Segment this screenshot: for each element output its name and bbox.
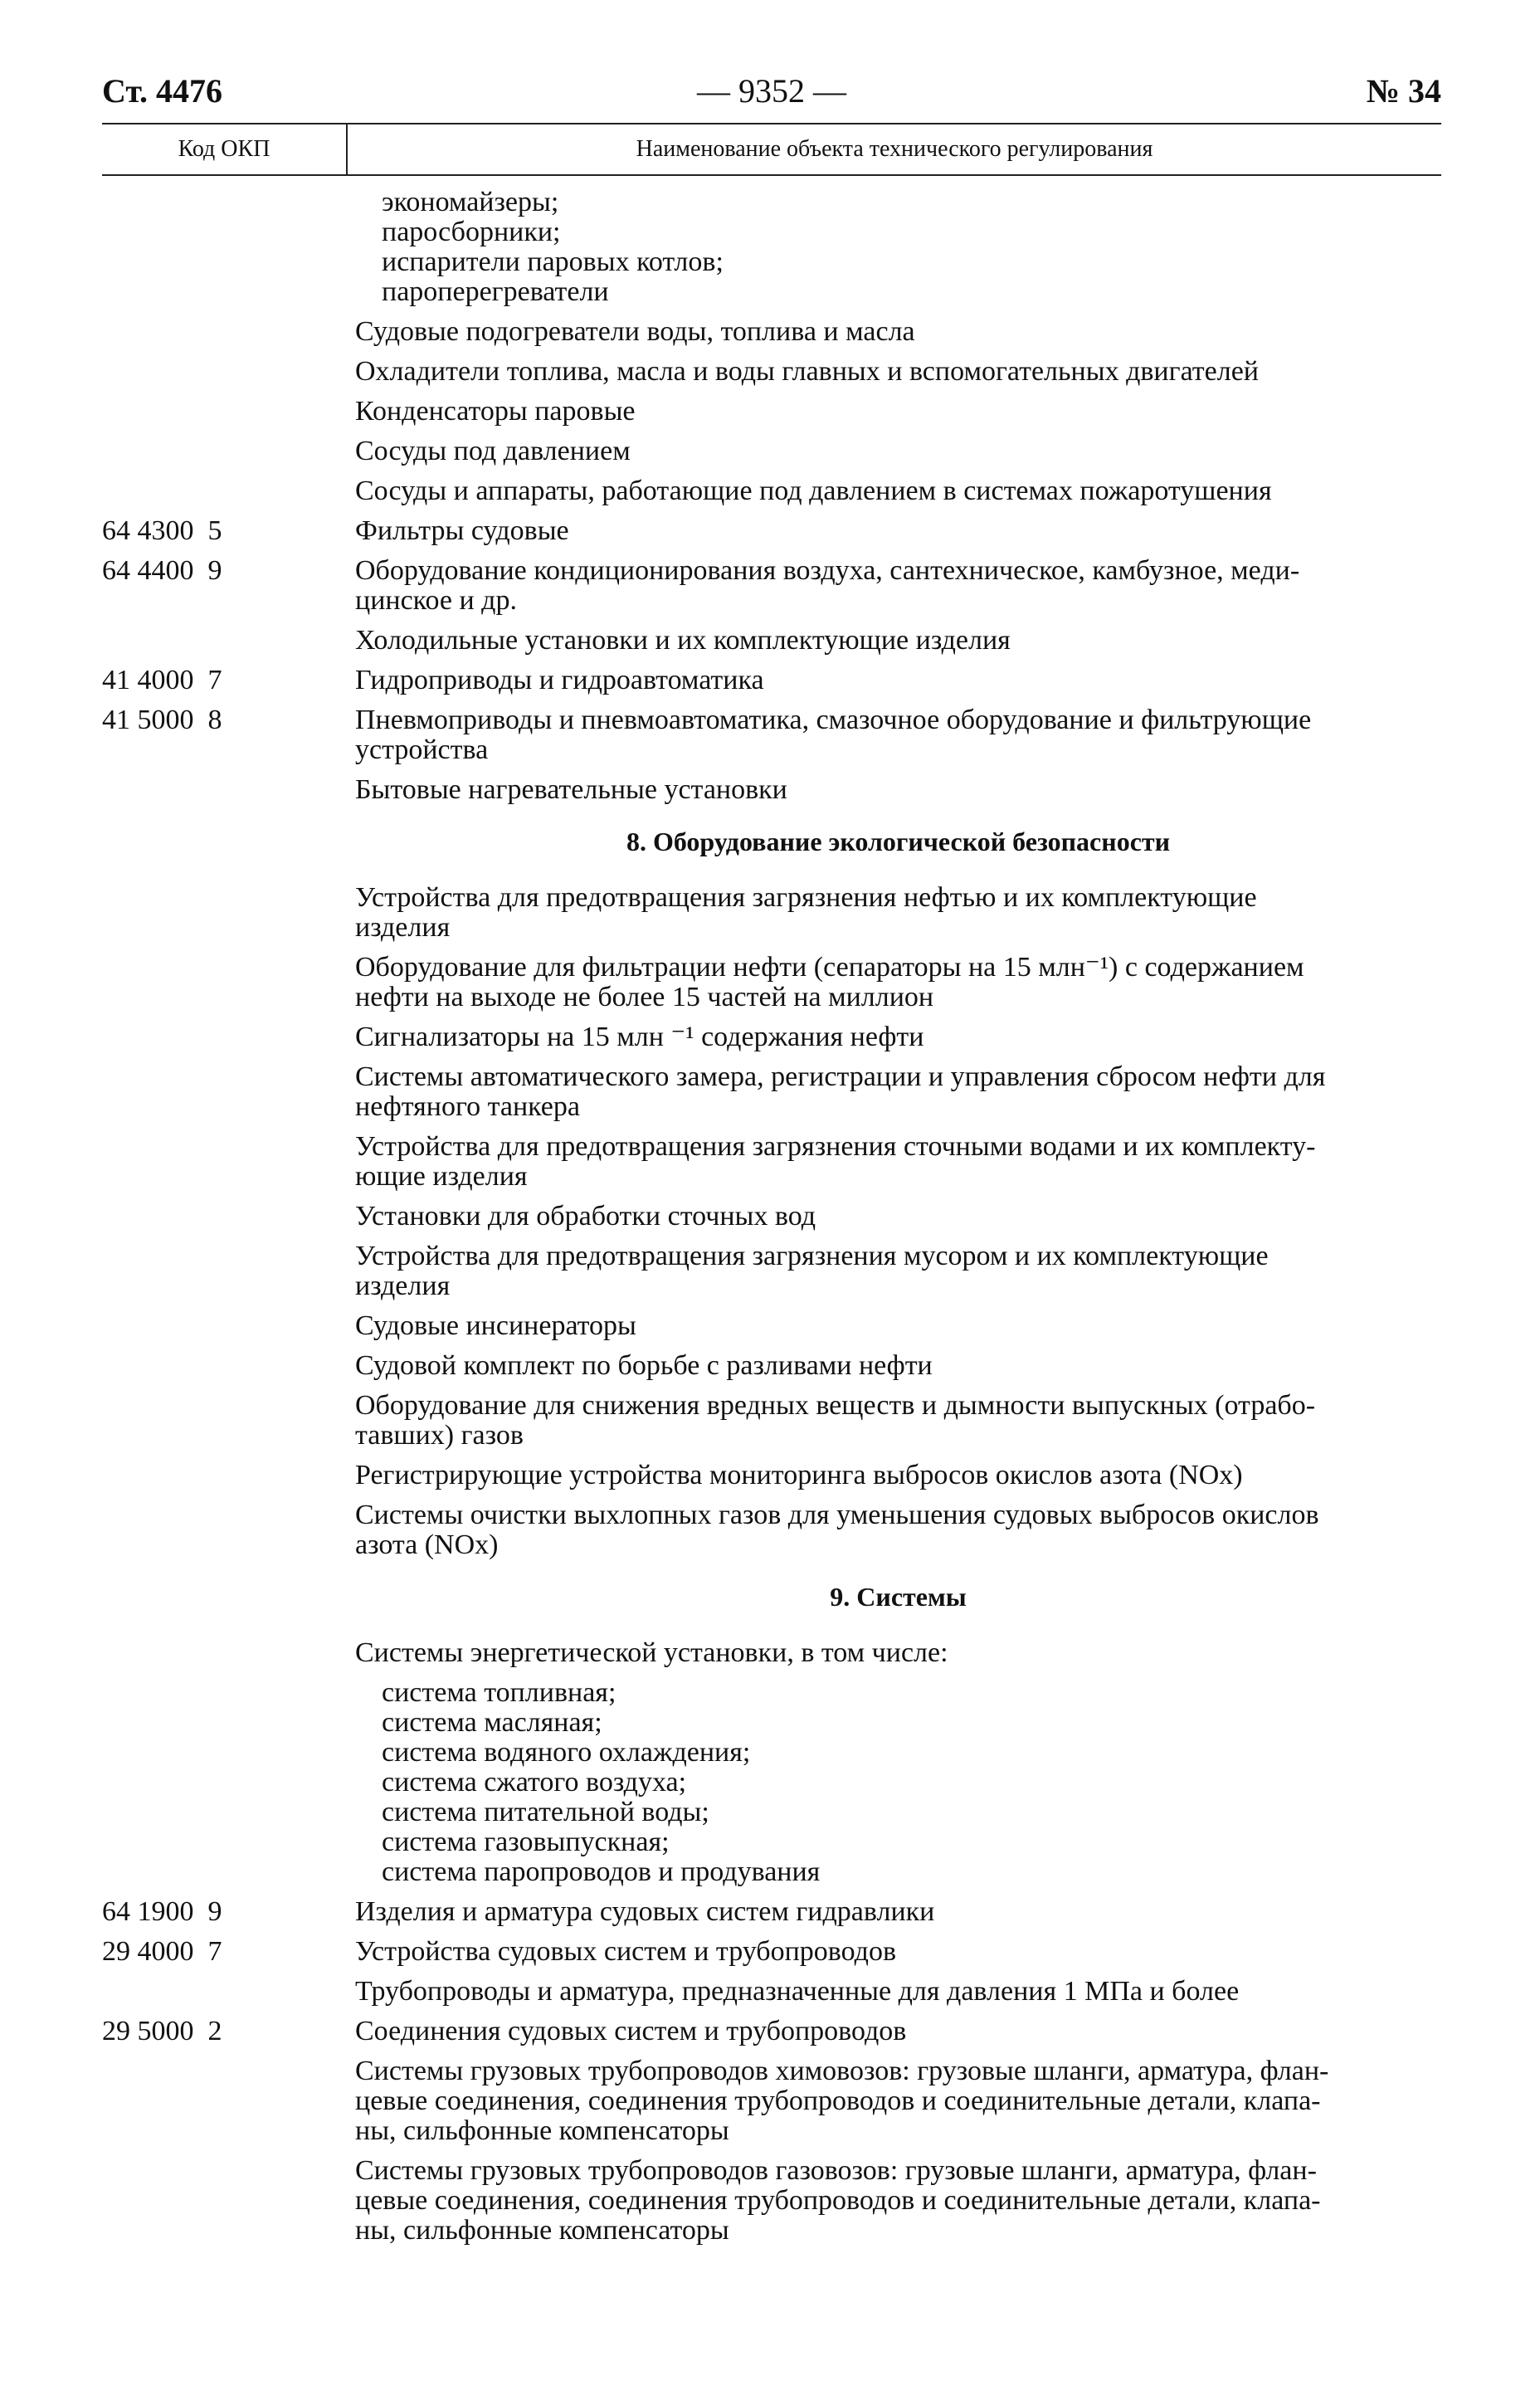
page-number: — 9352 —: [697, 72, 846, 110]
okp-code: [102, 1461, 355, 1490]
object-name: Фильтры судовые: [355, 515, 569, 546]
okp-code: [102, 883, 355, 943]
okp-code: 64 4300 5: [102, 515, 222, 546]
object-name: Соединения судовых систем и трубопроводов: [355, 2016, 907, 2046]
okp-code: [102, 1500, 355, 1560]
table-row: [102, 357, 1441, 387]
table-row: [102, 883, 1441, 943]
table-row: [102, 1678, 1441, 1887]
object-name: экономайзеры; паросборники; испарители паровых котлов; пароперегреватели: [382, 187, 724, 307]
object-name: Сосуды и аппараты, работающие под давлением в системах пожаротушения: [355, 476, 1272, 506]
okp-code: [102, 1391, 355, 1451]
object-name: Оборудование для снижения вредных веществ и дымности выпускных (отрабо- тавших) газов: [355, 1390, 1316, 1451]
okp-code: [102, 397, 355, 427]
object-name: Системы автоматического замера, регистрации и управления сбросом нефти для нефтяного танкера: [355, 1061, 1326, 1122]
okp-code: [102, 1638, 355, 1668]
table-header: [102, 123, 1441, 176]
object-name: Оборудование кондиционирования воздуха, сантехническое, камбузное, меди- цинское и др.: [355, 555, 1300, 616]
document-page: [102, 71, 1441, 2256]
table-row: [102, 1351, 1441, 1381]
object-name: Устройства для предотвращения загрязнения нефтью и их комплектующие изделия: [355, 882, 1257, 943]
object-name: Сигнализаторы на 15 млн ⁻¹ содержания нефти: [355, 1022, 924, 1052]
object-name: Бытовые нагревательные установки: [355, 774, 787, 805]
object-name: Изделия и арматура судовых систем гидравлики: [355, 1896, 935, 1927]
table-row: [102, 317, 1441, 347]
table-row: [102, 1241, 1441, 1301]
table-row: [102, 2017, 1441, 2046]
table-row: [102, 397, 1441, 427]
section-heading-text: 8. Оборудование экологической безопасности: [626, 827, 1171, 856]
object-name: Системы энергетической установки, в том числе:: [355, 1637, 948, 1668]
object-name: Судовые подогреватели воды, топлива и масла: [355, 316, 915, 347]
table-row: [102, 1022, 1441, 1052]
table-row: [102, 705, 1441, 765]
okp-code: [102, 1678, 355, 1887]
object-name: Трубопроводы и арматура, предназначенные для давления 1 МПа и более: [355, 1976, 1240, 2007]
okp-code: [102, 476, 355, 506]
article-number: Ст. 4476: [102, 72, 222, 110]
table-row: [102, 437, 1441, 466]
table-row: [102, 2056, 1441, 2146]
object-name: Оборудование для фильтрации нефти (сепараторы на 15 млн⁻¹) с содержанием нефти на выходе не более 15 частей на миллион: [355, 952, 1304, 1012]
okp-code: [102, 317, 355, 347]
section-heading: [102, 827, 1441, 856]
object-name: Установки для обработки сточных вод: [355, 1201, 816, 1232]
table-row: [102, 1202, 1441, 1232]
okp-code: [102, 437, 355, 466]
table-row: [102, 556, 1441, 616]
column-header-name: Наименование объекта технического регулирования: [636, 136, 1153, 162]
okp-code: [102, 1202, 355, 1232]
section-heading-text: 9. Системы: [830, 1582, 967, 1612]
okp-code: 64 4400 9: [102, 555, 222, 586]
issue-number: № 34: [1366, 72, 1441, 110]
okp-code: [102, 626, 355, 656]
okp-code: [102, 953, 355, 1012]
column-header-code: Код ОКП: [102, 124, 348, 174]
table-row: [102, 1062, 1441, 1122]
okp-code: 41 4000 7: [102, 665, 222, 695]
table-row: [102, 476, 1441, 506]
table-row: [102, 1132, 1441, 1192]
object-name: Системы очистки выхлопных газов для уменьшения судовых выбросов окислов азота (NOx): [355, 1500, 1319, 1560]
table-row: [102, 1461, 1441, 1490]
object-name: Сосуды под давлением: [355, 436, 631, 466]
object-name: Судовой комплект по борьбе с разливами нефти: [355, 1350, 933, 1381]
running-header: [102, 71, 1441, 121]
okp-code: 29 4000 7: [102, 1936, 222, 1967]
table-body: [102, 188, 1441, 2246]
okp-code: [102, 188, 355, 307]
table-row: [102, 953, 1441, 1012]
object-name: Системы грузовых трубопроводов газовозов: грузовые шланги, арматура, флан- цевые соединения, соединения трубопроводов и соединительные детали, клапа- ны, сильфонные компенсаторы: [355, 2155, 1321, 2246]
section-heading: [102, 1582, 1441, 1612]
table-row: [102, 1977, 1441, 2007]
okp-code: [102, 1351, 355, 1381]
okp-code: [102, 357, 355, 387]
table-row: [102, 1897, 1441, 1927]
table-row: [102, 1391, 1441, 1451]
object-name: Холодильные установки и их комплектующие изделия: [355, 625, 1011, 656]
object-name: Устройства для предотвращения загрязнения сточными водами и их комплекту- ющие изделия: [355, 1131, 1316, 1192]
object-name: Гидроприводы и гидроавтоматика: [355, 665, 764, 695]
object-name: Устройства судовых систем и трубопроводов: [355, 1936, 896, 1967]
table-row: [102, 2156, 1441, 2246]
table-row: [102, 775, 1441, 805]
okp-code: [102, 1311, 355, 1341]
okp-code: [102, 1062, 355, 1122]
table-row: [102, 1937, 1441, 1967]
okp-code: [102, 1022, 355, 1052]
object-name: Системы грузовых трубопроводов химовозов: грузовые шланги, арматура, флан- цевые соединения, соединения трубопроводов и соединительные детали, клапа- ны, сильфонные компенсаторы: [355, 2056, 1329, 2146]
okp-code: [102, 2156, 355, 2246]
table-row: [102, 188, 1441, 307]
object-name: Охладители топлива, масла и воды главных и вспомогательных двигателей: [355, 356, 1259, 387]
object-name: Судовые инсинераторы: [355, 1310, 636, 1341]
table-row: [102, 626, 1441, 656]
okp-code: [102, 1241, 355, 1301]
okp-code: 29 5000 2: [102, 2016, 222, 2046]
okp-code: [102, 775, 355, 805]
table-row: [102, 1638, 1441, 1668]
object-name: система топливная; система масляная; система водяного охлаждения; система сжатого воздуха; система питательной воды; система газовыпускная; система паропроводов и продувания: [382, 1677, 821, 1887]
object-name: Регистрирующие устройства мониторинга выбросов окислов азота (NOx): [355, 1460, 1243, 1490]
table-row: [102, 1500, 1441, 1560]
object-name: Пневмоприводы и пневмоавтоматика, смазочное оборудование и фильтрующие устройства: [355, 705, 1312, 765]
okp-code: [102, 1132, 355, 1192]
table-row: [102, 1311, 1441, 1341]
object-name: Конденсаторы паровые: [355, 396, 636, 427]
okp-code: 64 1900 9: [102, 1896, 222, 1927]
table-row: [102, 666, 1441, 695]
object-name: Устройства для предотвращения загрязнения мусором и их комплектующие изделия: [355, 1241, 1269, 1301]
table-row: [102, 516, 1441, 546]
okp-code: [102, 1977, 355, 2007]
okp-code: 41 5000 8: [102, 705, 222, 735]
okp-code: [102, 2056, 355, 2146]
